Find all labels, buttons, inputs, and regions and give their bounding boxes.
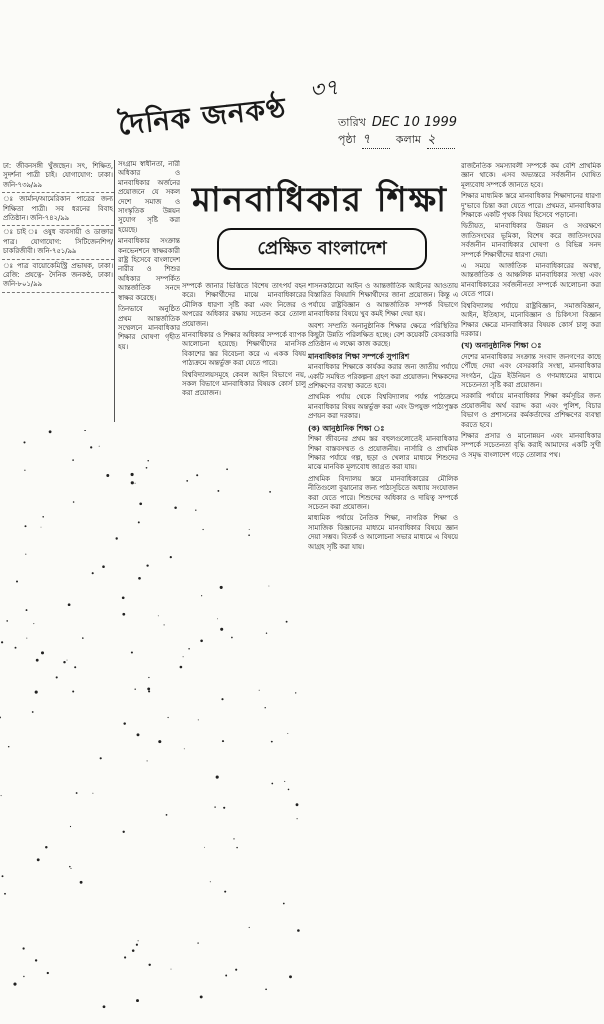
speckle <box>82 637 84 639</box>
classified-ad: ঃ পাত্র বায়োকেমিস্ট্রি প্রভাষক, ঢাকা। রেজি: প্রযত্নে- দৈনিক জনকণ্ঠ, ঢাকা। জনি-৮০১/৯৯ <box>2 260 114 293</box>
speckle <box>195 510 196 511</box>
speckle <box>236 847 237 848</box>
speckle <box>24 470 25 471</box>
speckle <box>269 491 271 493</box>
speckle <box>186 480 188 482</box>
speckle <box>41 527 42 528</box>
speckle <box>67 660 68 661</box>
section-heading: (ক) আনুষ্ঠানিক শিক্ষা ঃ <box>308 423 385 433</box>
paragraph: মানবাধিকার শিক্ষাকে কার্যকর করার জন্য জাতীয় পর্যায়ে একটি সমন্বিত পরিকল্পনা গ্রহণ করা প্রয়োজন। শিক্ষকদের প্রশিক্ষণের ব্যবস্থা করতে হবে। <box>308 363 458 391</box>
speckle <box>23 976 24 977</box>
speckle <box>15 647 17 649</box>
classified-ad: ঃ জার্মান/আমেরিকান পাত্রের জন্য শিক্ষিতা পাত্রী। সব ধরনের বিবাহ প্রতিষ্ঠান। জনি-৭৪২/৯৯ <box>2 193 114 226</box>
speckle <box>202 529 203 530</box>
article-title: মানবাধিকার শিক্ষা <box>191 180 449 220</box>
speckle <box>16 581 18 583</box>
speckle <box>80 881 83 884</box>
speckle <box>146 564 148 566</box>
speckle <box>148 690 150 692</box>
speckle <box>131 481 134 484</box>
speckle <box>90 446 92 448</box>
headline-block <box>183 168 457 278</box>
speckle <box>233 838 234 839</box>
speckle <box>284 781 285 782</box>
paragraph: শাসনকাঠামো আইন ও আন্তর্জাতিক আইনের আওতায় বিস্তারিত বিষয়াদি শিক্ষার্থীদের জানা প্রয়োজন। কিন্তু এ পর্যায়ে রাষ্ট্রবিজ্ঞান ও আন্তর্জাতিক সম্পর্ক বিভাগে মানবাধিকার বিষয়ে খুব কমই শিক্ষা দেয়া হয়। <box>308 282 458 319</box>
speckle <box>266 633 267 634</box>
speckle <box>25 554 26 555</box>
speckle <box>217 618 218 619</box>
speckle <box>76 792 78 794</box>
speckle <box>147 460 148 461</box>
speckle <box>70 826 71 827</box>
column-value: ২ <box>427 131 455 149</box>
speckle <box>222 740 224 742</box>
speckle <box>200 640 203 643</box>
speckle <box>184 748 185 749</box>
speckle <box>146 467 148 469</box>
speckle <box>8 746 9 747</box>
speckle <box>147 760 148 761</box>
speckle <box>139 502 142 505</box>
paragraph: শিক্ষার মাধ্যমিক স্তরে মানবাধিকার শিক্ষাদানের ধারণা দু'ভাবে চিন্তা করা যেতে পারে। প্রথমত, মানবাধিকার শিক্ষাকে একটি পৃথক বিষয় হিসেবে পড়ানো। <box>461 192 601 220</box>
speckle <box>37 858 40 861</box>
paragraph: এ সময়ে আর্জাতিক মানবাধিকারের অবস্থা, আন্তর্জাতিক ও আঞ্চলিক মানবাধিকার সংস্থা এবং মানবাধিকারের সর্বজনীনতা সম্পর্কে আলোচনা করা যেতে পারে। <box>461 262 601 299</box>
speckle <box>1 795 2 796</box>
speckle <box>45 846 47 848</box>
speckle <box>122 613 125 616</box>
section-heading: মানবাধিকার শিক্ষা সম্পর্কে সুপারিশ <box>308 351 410 361</box>
speckle <box>23 441 25 443</box>
speckle <box>171 969 172 970</box>
speckle <box>268 586 269 587</box>
speckle <box>288 789 290 791</box>
speckle <box>25 525 27 527</box>
speckle <box>36 659 39 662</box>
article-column-right <box>461 162 601 1017</box>
speckle <box>138 940 139 941</box>
classified-ad: ঃ চাই ঃ ওষুধ ব্যবসায়ী ও ডাক্তার পাত্র। যোগাযোগ: সিটিজেনশিপ/চাকরিজীবী। জনি-৭৫১/৯৯ <box>2 226 114 259</box>
paragraph: প্রাথমিক পর্যায় থেকে বিশ্ববিদ্যালয় পর্যন্ত পাঠ্যক্রমে মানবাধিকার বিষয় অন্তর্ভুক্ত করা এবং উপযুক্ত পাঠ্যপুস্তক প্রণয়ন করা দরকার। <box>308 393 458 421</box>
speckle <box>214 806 215 807</box>
speckle <box>4 893 6 895</box>
speckle <box>265 988 267 990</box>
paragraph: সরকারি পর্যায়ে মানবাধিকার শিক্ষা কর্মসূচির জন্য প্রয়োজনীয় অর্থ বরাদ্দ করা এবং পুলিশ, বিচার বিভাগ ও প্রশাসনের কর্মকর্তাদের প্রশিক্ষণের ব্যবস্থা করতে হবে। <box>461 392 601 429</box>
speckle <box>158 740 161 743</box>
paragraph: বিশ্ববিদ্যালয় পর্যায়ে রাষ্ট্রবিজ্ঞান, সমাজবিজ্ঞান, আইন, ইতিহাস, মনোবিজ্ঞান ও চিকিৎসা বিজ্ঞান শিক্ষার ক্ষেত্রে মানবাধিকার বিষয়ক কোর্স চালু করা দরকার। <box>461 301 601 338</box>
speckle <box>92 572 94 574</box>
speckle <box>180 666 183 669</box>
speckle <box>220 586 223 589</box>
paragraph: দেশের মানবাধিকার সংক্রান্ত সংবাদ জনগণের কাছে পৌঁছে দেয়া এবং বেসরকারি সংস্থা, মানবাধিকার সংগঠন, ট্রেড ইউনিয়ন ও গণমাধ্যমের মাধ্যমে সচেতনতা সৃষ্টি করা প্রয়োজন। <box>461 352 601 389</box>
speckle <box>137 733 140 736</box>
paragraph: দ্বিতীয়ত, মানবাধিকার উন্নয়ন ও সংরক্ষণে জাতিসংঘের ভূমিকা, বিশেষ করে জাতিসংঘের সর্বজনীন মানবাধিকার ঘোষণা ও বিভিন্ন সনদ সম্পর্কে শিক্ষার্থীদের ধারণা দেয়া। <box>461 222 601 259</box>
article-column-middle <box>308 282 458 992</box>
speckle <box>70 868 71 869</box>
speckle <box>164 624 165 625</box>
speckle <box>131 651 133 653</box>
speckle <box>225 975 227 977</box>
speckle <box>47 972 49 974</box>
speckle <box>249 529 250 530</box>
speckle <box>223 807 225 809</box>
page-label: পৃষ্ঠা <box>338 133 356 146</box>
speckle <box>265 707 266 708</box>
speckle <box>259 690 260 691</box>
paragraph: অবশ্য সম্প্রতি অনানুষ্ঠানিক শিক্ষার ক্ষেত্রে পরিস্থিতির কিছুটা উন্নতি পরিলক্ষিত হচ্ছে। বেশ কয়েকটি বেসরকারি প্রতিষ্ঠান এ লক্ষ্যে কাজ করছে। <box>308 321 458 349</box>
paragraph: প্রাথমিক বিদ্যালয় স্তরে মানবাধিকারের মৌলিক নীতিগুলো বুঝানোর জন্য পাঠ্যসূচিতে অধ্যায় সংযোজন করা যেতে পারে। শিশুদের অধিকার ও দায়িত্ব সম্পর্কে সচেতন করা প্রয়োজন। <box>308 474 458 511</box>
classified-ad: ঢা: জীবনসঙ্গী খুঁজছেন। সৎ, শিক্ষিত, সুদর্শনা পাত্রী চাই। যোগাযোগ: ঢাকা। জনি-৭৩৯/৯৯ <box>2 160 114 193</box>
speckle <box>271 783 273 785</box>
speckle <box>297 818 298 819</box>
speckle <box>221 698 223 700</box>
speckle <box>131 473 134 476</box>
paragraph: সম্পর্কে জানার ভিত্তিতে বিশেষ তাৎপর্য বহন করে। শিক্ষার্থীদের মাঝে মানবাধিকারের মৌলিক ধারণা সৃষ্টি করা এবং নিজের ও অপরের অধিকার রক্ষায় সচেতন করে তোলা প্রয়োজন। <box>182 282 306 328</box>
speckle <box>32 711 34 713</box>
paragraph: শিক্ষার প্রসার ও মানোন্নয়ন এবং মানবাধিকার সম্পর্কে সচেতনতা বৃদ্ধি করাই আমাদের একটি সুখী ও সমৃদ্ধ বাংলাদেশ গড়ে তোলার পথ। <box>461 431 601 459</box>
speckle <box>100 757 102 759</box>
speckle <box>148 964 150 966</box>
article-column-left <box>118 160 180 410</box>
speckle <box>166 814 168 816</box>
speckle <box>210 881 211 882</box>
speckle <box>35 959 37 961</box>
speckle <box>49 430 52 433</box>
speckle <box>41 651 44 654</box>
speckle <box>63 661 65 663</box>
speckle <box>226 468 228 470</box>
speckle <box>73 501 75 503</box>
speckle <box>220 628 223 631</box>
article-column-intro <box>182 282 306 442</box>
speckle <box>188 648 190 650</box>
speckle <box>271 741 273 743</box>
speckle <box>138 577 141 580</box>
paragraph: মানবাধিকার সংক্রান্ত কনভেনশনে স্বাক্ষরকারী রাষ্ট্র হিসেবে বাংলাদেশ নারীর ও শিশুর অধিকার সম্পর্কিত আন্তর্জাতিক সনদে স্বাক্ষর করেছে। <box>118 237 180 302</box>
speckle <box>286 621 288 623</box>
speckle <box>147 687 150 690</box>
section-heading: (খ) অনানুষ্ঠানিক শিক্ষা ঃ <box>461 341 542 351</box>
page-value: ৭ <box>362 131 390 149</box>
speckle <box>224 891 226 893</box>
speckle <box>297 929 300 932</box>
speckle <box>198 719 199 720</box>
speckle <box>116 537 118 539</box>
speckle <box>136 944 138 946</box>
speckle <box>92 793 93 794</box>
newspaper-masthead: দৈনিক জনকণ্ঠ <box>116 91 288 142</box>
speckle <box>122 596 125 599</box>
classified-ads-column <box>2 160 115 422</box>
speckle <box>22 947 24 949</box>
speckle <box>72 459 74 461</box>
speckle <box>135 483 136 484</box>
speckle <box>235 969 237 971</box>
speckle <box>72 690 74 692</box>
speckle <box>287 733 288 734</box>
date-label: তারিখ <box>338 116 366 129</box>
speckle <box>148 677 149 678</box>
speckle <box>134 688 135 689</box>
speckle <box>231 637 233 639</box>
speckle <box>183 656 184 657</box>
paragraph: মাধ্যমিক পর্যায়ে নৈতিক শিক্ষা, নাগরিক শিক্ষা ও সামাজিক বিজ্ঞানের মাধ্যমে মানবাধিকার বিষয়ে জ্ঞান দেয়া সম্ভব। বিতর্ক ও আলোচনা সভার মাধ্যমে এ বিষয়ে আগ্রহ সৃষ্টি করা যায়। <box>308 514 458 551</box>
speckle <box>249 927 250 928</box>
speckle <box>2 875 4 877</box>
speckle <box>132 949 135 952</box>
speckle <box>0 716 1 718</box>
speckle <box>123 831 125 833</box>
column-label: কলাম <box>395 133 422 146</box>
speckle <box>201 595 202 596</box>
speckle <box>42 516 44 518</box>
speckle <box>296 803 299 806</box>
speckle <box>6 620 8 622</box>
article-subtitle: প্রেক্ষিত বাংলাদেশ <box>217 228 427 270</box>
paragraph: শিক্ষা জীবনের প্রথম স্তর বহুলগুলোতেই মানবাধিকার শিক্ষা বাস্তবসম্মত ও প্রয়োজনীয়। নার্সারি ও প্রাথমিক শিক্ষার পর্যায়ে গল্প, ছড়া ও খেলার মাধ্যমে শিশুদের মাঝে মানবিক মূল্যবোধ জাগ্রত করা যায়। <box>308 435 458 472</box>
speckle <box>35 691 38 694</box>
paragraph: বিশ্ববিদ্যালয়সমূহে কেবল আইন বিভাগে নয়, সকল বিভাগে মানবাধিকার বিষয়ক কোর্স চালু করা প্রয়োজন। <box>182 370 306 398</box>
speckle <box>68 603 71 606</box>
speckle <box>136 999 139 1002</box>
speckle <box>289 975 292 978</box>
speckle <box>1 641 3 643</box>
speckle <box>295 692 296 693</box>
speckle <box>106 474 109 477</box>
speckle <box>197 942 198 943</box>
date-value: DEC 10 1999 <box>371 115 458 130</box>
paragraph: তিনভাবে অনুষ্ঠিত প্রথম আন্তর্জাতিক সম্মেলনে মানবাধিকার শিক্ষার ঘোষণা গৃহীত হয়। <box>118 305 180 351</box>
scan-noise <box>0 430 305 1024</box>
speckle <box>217 490 219 492</box>
paragraph: সংগ্রাম স্বাধীনতা, নারী অধিকার ও মানবাধিকার অর্জনের প্রয়োজনে যে সকল দেশে সমাজ ও সাংস্কৃতিক উন্নয়ন সুযোগ সৃষ্টি করা হয়েছে। <box>118 160 180 234</box>
paragraph: মানবাধিকার ও শিক্ষার অধিকার সম্পর্কে ব্যাপক আলোচনা হয়েছে। শিক্ষার্থীদের মানসিক বিকাশের স্তর বিবেচনা করে এ একক বিষয় পাঠ্যক্রমে অন্তর্ভুক্ত করা যেতে পারে। <box>182 331 306 368</box>
paragraph: রাজনৈতিক সমস্যাবলী সম্পর্কে কম বেশি প্রাথমিক জ্ঞান থাকে। এসব অভ্যন্তরে সর্বজনীন ঘোষিত মূল্যবোধ সম্পর্কে জানতে হবে। <box>461 162 601 189</box>
speckle <box>103 1005 106 1008</box>
speckle <box>158 615 159 616</box>
speckle <box>283 903 285 905</box>
speckle <box>248 534 250 536</box>
speckle <box>167 717 168 718</box>
speckle <box>56 676 58 678</box>
speckle <box>99 446 100 447</box>
speckle <box>13 983 16 986</box>
speckle <box>170 556 172 558</box>
speckle <box>26 609 28 611</box>
speckle <box>26 638 27 639</box>
speckle <box>33 623 34 624</box>
speckle <box>102 565 105 568</box>
speckle <box>174 507 177 510</box>
speckle <box>216 776 219 779</box>
speckle <box>200 995 203 998</box>
speckle <box>84 430 86 431</box>
speckle <box>138 521 140 523</box>
speckle <box>74 666 76 668</box>
speckle <box>69 866 71 868</box>
speckle <box>124 956 126 958</box>
speckle <box>204 847 205 848</box>
speckle <box>123 722 125 724</box>
page-number: ৩৭ <box>308 75 341 104</box>
speckle <box>196 474 198 476</box>
